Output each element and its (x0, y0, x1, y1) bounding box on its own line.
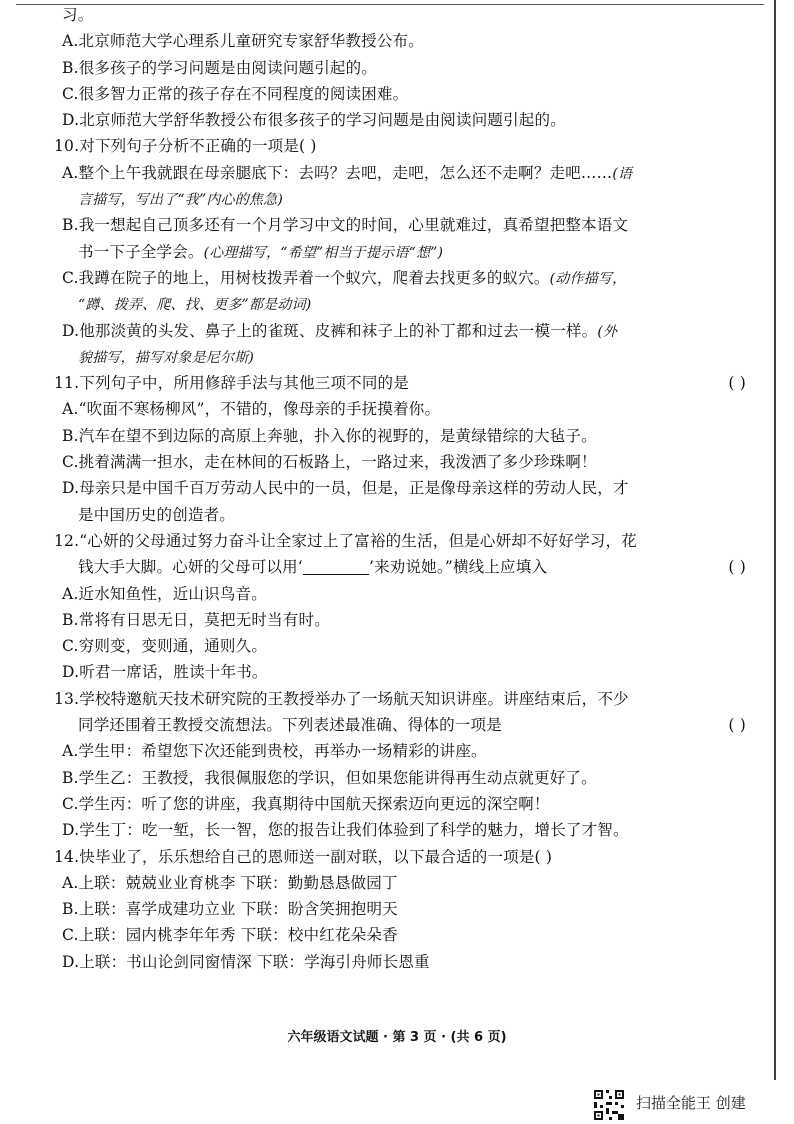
page-footer: 六年级语文试题 · 第 3 页 · (共 6 页) (287, 1030, 507, 1045)
line-text: 12.“心妍的父母通过努力奋斗让全家过上了富裕的生活，但是心妍却不好好学习，花 (54, 531, 637, 550)
line-text: C.上联：园内桃李年年秀 下联：校中红花朵朵香 (62, 926, 398, 945)
question-stem-line (54, 370, 758, 396)
right-border-line (774, 0, 776, 1080)
line-text: D.北京师范大学舒华教授公布很多孩子的学习问题是由阅读问题引起的。 (62, 111, 566, 130)
option-line (58, 186, 758, 212)
line-text: C.学生丙：听了您的讲座，我真期待中国航天探索迈向更远的深空啊！ (62, 794, 550, 813)
line-text: C.我蹲在院子的地上，用树枝拨弄着一个蚁穴，爬着去找更多的蚁穴。 (62, 268, 550, 287)
line-text: A.北京师范大学心理系儿童研究专家舒华教授公布。 (62, 32, 424, 51)
analysis-note: 貌描写，描写对象是尼尔斯) (78, 349, 255, 366)
option-line (58, 449, 758, 475)
line-text: B.常将有日思无日，莫把无时当有时。 (62, 610, 330, 629)
line-text: 同学还围着王教授交流想法。下列表述最准确、得体的一项是 (78, 716, 502, 735)
option-line (58, 896, 758, 922)
line-text: D.上联：书山论剑同窗情深 下联：学海引舟师长恩重 (62, 952, 430, 971)
fill-in-blank (303, 558, 369, 575)
option-line (58, 554, 758, 580)
line-text: 14.快毕业了，乐乐想给自己的恩师送一副对联，以下最合适的一项是( ) (54, 847, 553, 866)
scanner-watermark: 扫描全能王 创建 (636, 1094, 746, 1112)
question-stem-line (54, 686, 758, 712)
option-line (58, 28, 758, 54)
option-line (58, 475, 758, 501)
option-line (58, 659, 758, 685)
line-text: ’来劝说她。”横线上应填入 (368, 558, 548, 577)
line-text: A.近水知鱼性，近山识鸟音。 (62, 584, 267, 603)
line-text: C.挑着满满一担水，走在林间的石板路上，一路过来，我泼洒了多少珍珠啊！ (62, 453, 597, 472)
option-line (58, 396, 758, 422)
option-line (58, 291, 758, 317)
question-content (54, 2, 758, 975)
line-text: 10.对下列句子分析不正确的一项是( ) (54, 137, 317, 156)
line-text: B.我一想起自己顶多还有一个月学习中文的时间，心里就难过，真希望把整本语文 (62, 216, 629, 235)
line-text: 书一下子全学会。 (78, 242, 204, 261)
option-line (58, 712, 758, 738)
line-text: 11.下列句子中，所用修辞手法与其他三项不同的是 (54, 374, 409, 393)
option-line (58, 791, 758, 817)
analysis-note: (外 (597, 323, 618, 340)
line-text: D.学生丁：吃一堑，长一智，您的报告让我们体验到了科学的魅力，增长了才智。 (62, 821, 629, 840)
option-line (58, 81, 758, 107)
option-line (58, 318, 758, 344)
option-line (58, 239, 758, 265)
option-line (58, 949, 758, 975)
line-text: B.很多孩子的学习问题是由阅读问题引起的。 (62, 58, 378, 77)
line-text: A.学生甲：希望您下次还能到贵校，再举办一场精彩的讲座。 (62, 742, 487, 761)
line-text: B.学生乙：王教授，我很佩服您的学识，但如果您能讲得再生动点就更好了。 (62, 768, 597, 787)
line-text: A.“吹面不寒杨柳风”，不错的，像母亲的手抚摸着你。 (62, 400, 441, 419)
analysis-note: (心理描写，“希望”相当于提示语“想”) (203, 244, 444, 261)
option-line (58, 633, 758, 659)
analysis-note: “蹲、拨弄、爬、找、更多”都是动词) (78, 297, 312, 314)
option-line (58, 55, 758, 81)
option-line (58, 502, 758, 528)
line-text: D.母亲只是中国千百万劳动人民中的一员，但是，正是像母亲这样的劳动人民，才 (62, 479, 629, 498)
analysis-note: (语 (612, 165, 633, 182)
answer-bracket: ( ) (728, 558, 746, 577)
line-text: B.汽车在望不到边际的高原上奔驰，扑入你的视野的，是黄绿错综的大毡子。 (62, 426, 597, 445)
option-line (58, 581, 758, 607)
answer-bracket: ( ) (728, 716, 746, 735)
line-text: D.听君一席话，胜读十年书。 (62, 663, 268, 682)
option-line (58, 2, 758, 28)
line-text: C.穷则变，变则通，通则久。 (62, 637, 268, 656)
line-text: 钱大手大脚。心妍的父母可以用‘ (78, 558, 303, 577)
option-line (58, 738, 758, 764)
option-line (58, 607, 758, 633)
option-line (58, 870, 758, 896)
option-line (58, 265, 758, 291)
option-line (58, 922, 758, 948)
line-text: C.很多智力正常的孩子存在不同程度的阅读困难。 (62, 84, 409, 103)
analysis-note: 言描写，写出了“我”内心的焦急) (78, 192, 283, 209)
option-line (58, 212, 758, 238)
line-text: B.上联：喜学成建功立业 下联：盼含笑拥抱明天 (62, 900, 398, 919)
line-text: 习。 (62, 6, 94, 24)
question-stem-line (54, 133, 758, 159)
qr-code-icon (594, 1090, 624, 1120)
option-line (58, 107, 758, 133)
option-line (58, 765, 758, 791)
question-stem-line (54, 844, 758, 870)
option-line (58, 160, 758, 186)
line-text: D.他那淡黄的头发、鼻子上的雀斑、皮裤和袜子上的补丁都和过去一模一样。 (62, 321, 598, 340)
option-line (58, 817, 758, 843)
answer-bracket: ( ) (728, 374, 746, 393)
option-line (58, 344, 758, 370)
option-line (58, 423, 758, 449)
line-text: A.上联：兢兢业业育桃李 下联：勤勤恳恳做园丁 (62, 873, 398, 892)
line-text: A.整个上午我就跟在母亲腿底下：去吗？去吧，走吧，怎么还不走啊？走吧…… (62, 163, 613, 182)
question-stem-line (54, 528, 758, 554)
analysis-note: (动作描写， (549, 270, 627, 287)
line-text: 是中国历史的创造者。 (78, 505, 236, 524)
line-text: 13.学校特邀航天技术研究院的王教授举办了一场航天知识讲座。讲座结束后，不少 (54, 689, 629, 708)
